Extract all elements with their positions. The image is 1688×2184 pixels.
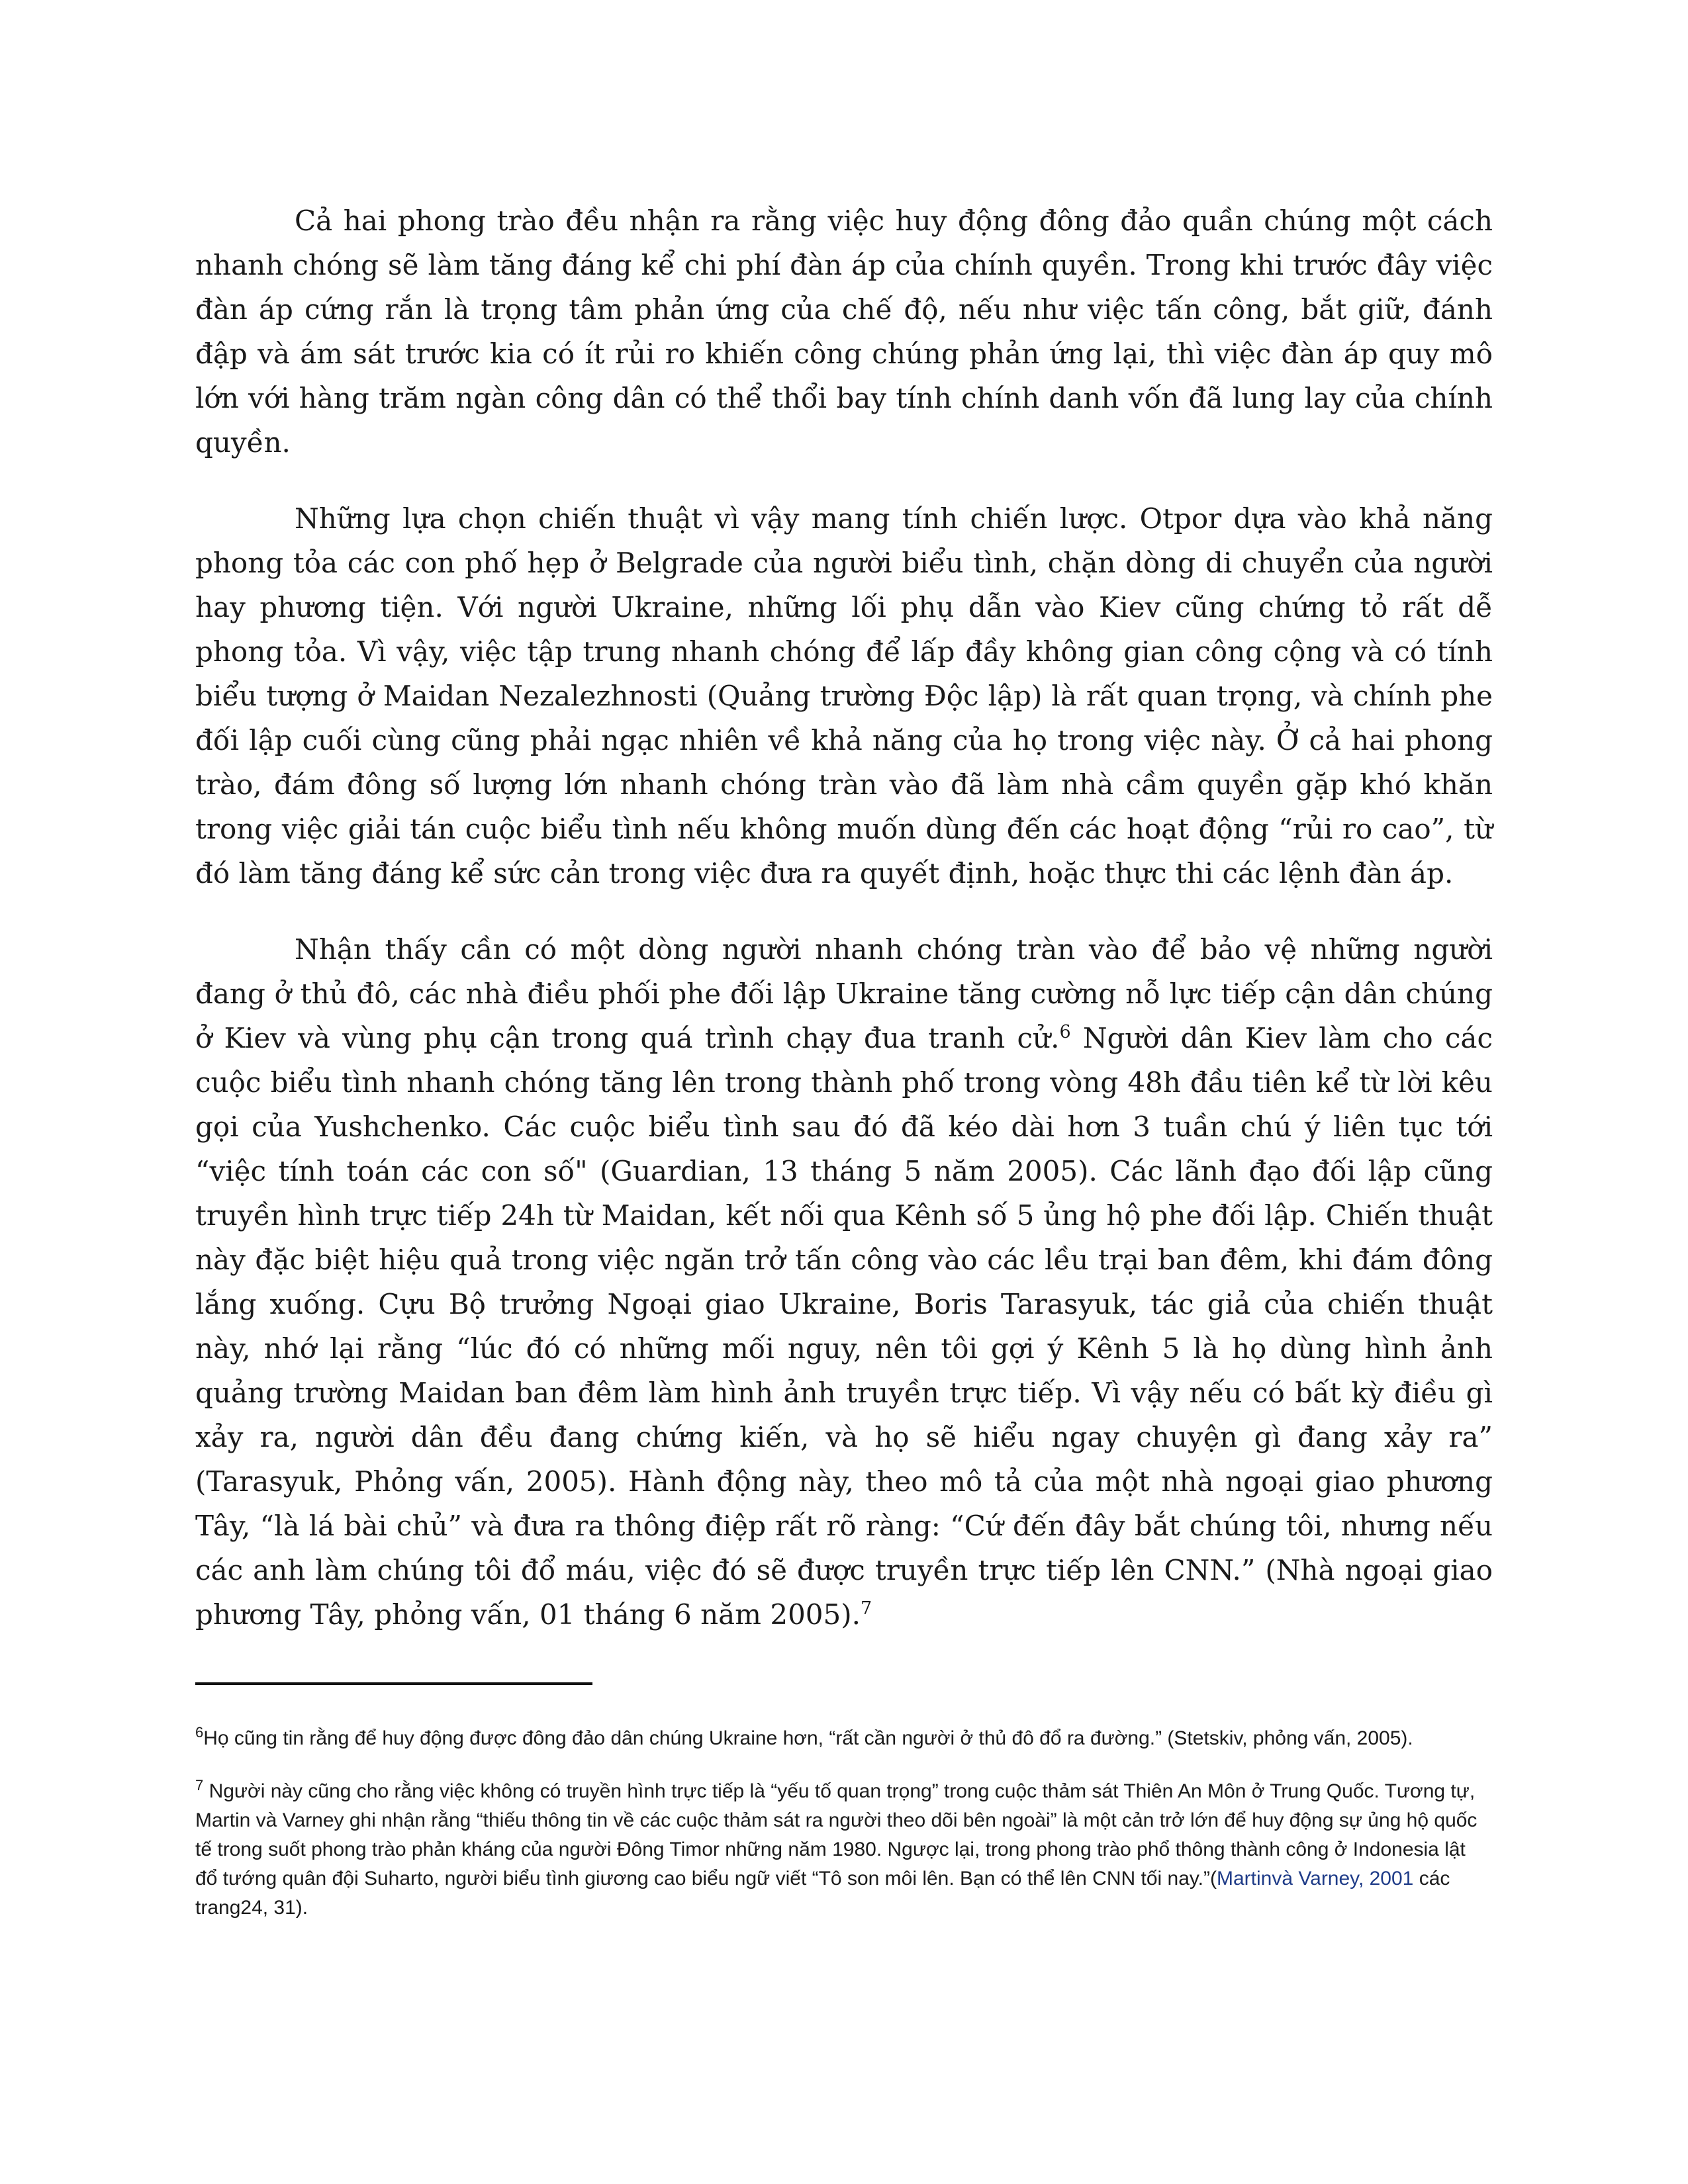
footnote-6-marker: 6 (195, 1724, 204, 1741)
footnotes (195, 1724, 1493, 1923)
body-paragraph-2: Những lựa chọn chiến thuật vì vậy mang tính chiến lược. Otpor dựa vào khả năng phong tỏa các con phố hẹp ở Belgrade của người biểu tình, chặn dòng di chuyển của người hay phương tiện. Với người Ukraine, những lối phụ dẫn vào Kiev cũng chứng tỏ rất dễ phong tỏa. Vì vậy, việc tập trung nhanh chóng để lấp đầy không gian công cộng và có tính biểu tượng ở Maidan Nezalezhnosti (Quảng trường Độc lập) là rất quan trọng, và chính phe đối lập cuối cùng cũng phải ngạc nhiên về khả năng của họ trong việc này. Ở cả hai phong trào, đám đông số lượng lớn nhanh chóng tràn vào đã làm nhà cầm quyền gặp khó khăn trong việc giải tán cuộc biểu tình nếu không muốn dùng đến các hoạt động “rủi ro cao”, từ đó làm tăng đáng kể sức cản trong việc đưa ra quyết định, hoặc thực thi các lệnh đàn áp. (195, 502, 1493, 889)
paragraph-3-text-start: Nhận thấy cần có một dòng người nhanh chóng tràn vào để bảo vệ những người đang ở thủ đô, các nhà điều phối phe đối lập Ukraine tăng cường nỗ lực tiếp cận dân chúng ở Kiev và vùng phụ cận trong quá trình chạy đua tranh cử. (195, 933, 1493, 1054)
footnote-6 (195, 1724, 1493, 1753)
footnote-ref-7[interactable]: 7 (861, 1598, 872, 1619)
footnote-7-marker: 7 (195, 1777, 204, 1794)
body-paragraph-3 (195, 927, 1493, 1637)
footnote-6-text: Họ cũng tin rằng để huy động được đông đảo dân chúng Ukraine hơn, “rất cần người ở thủ đô đổ ra đường.” (Stetskiv, phỏng vấn, 2005). (203, 1727, 1413, 1749)
paragraph-3-text-end: Người dân Kiev làm cho các cuộc biểu tình nhanh chóng tăng lên trong thành phố trong vòng 48h đầu tiên kể từ lời kêu gọi của Yushchenko. Các cuộc biểu tình sau đó đã kéo dài hơn 3 tuần chú ý liên tục tới “việc tính toán các con số" (Guardian, 13 tháng 5 năm 2005). Các lãnh đạo đối lập cũng truyền hình trực tiếp 24h từ Maidan, kết nối qua Kênh số 5 ủng hộ phe đối lập. Chiến thuật này đặc biệt hiệu quả trong việc ngăn trở tấn công vào các lều trại ban đêm, khi đám đông lắng xuống. Cựu Bộ trưởng Ngoại giao Ukraine, Boris Tarasyuk, tác giả của chiến thuật này, nhớ lại rằng “lúc đó có những mối nguy, nên tôi gợi ý Kênh 5 là họ dùng hình ảnh quảng trường Maidan ban đêm làm hình ảnh truyền trực tiếp. Vì vậy nếu có bất kỳ điều gì xảy ra, người dân đều đang chứng kiến, và họ sẽ hiểu ngay chuyện gì đang xảy ra” (Tarasyuk, Phỏng vấn, 2005). Hành động này, theo mô tả của một nhà ngoại giao phương Tây, “là lá bài chủ” và đưa ra thông điệp rất rõ ràng: “Cứ đến đây bắt chúng tôi, nhưng nếu các anh làm chúng tôi đổ máu, việc đó sẽ được truyền trực tiếp lên CNN.” (Nhà ngoại giao phương Tây, phỏng vấn, 01 tháng 6 năm 2005). (195, 1022, 1493, 1631)
footnote-7-tail: các trang24, 31). (195, 1868, 1450, 1919)
citation-link[interactable]: Martinvà Varney, 2001 (1216, 1868, 1414, 1889)
document-body (195, 199, 1493, 1637)
footnote-7 (195, 1777, 1493, 1923)
footnote-ref-6[interactable]: 6 (1059, 1022, 1071, 1042)
footnote-separator (195, 1682, 592, 1685)
footnote-7-text: Người này cũng cho rằng việc không có truyền hình trực tiếp là “yếu tố quan trọng” trong cuộc thảm sát Thiên An Môn ở Trung Quốc. Tương tự, Martin và Varney ghi nhận rằng “thiếu thông tin về các cuộc thảm sát ra người theo dõi bên ngoài” là một cản trở lớn để huy động sự ủng hộ quốc tế trong suốt phong trào phản kháng của người Đông Timor những năm 1980. Ngược lại, trong phong trào phổ thông thành công ở Indonesia lật đổ tướng quân đội Suharto, người biểu tình giương cao biểu ngữ viết “Tô son môi lên. Bạn có thể lên CNN tối nay.”( (195, 1780, 1477, 1889)
body-paragraph-1: Cả hai phong trào đều nhận ra rằng việc huy động đông đảo quần chúng một cách nhanh chóng sẽ làm tăng đáng kể chi phí đàn áp của chính quyền. Trong khi trước đây việc đàn áp cứng rắn là trọng tâm phản ứng của chế độ, nếu như việc tấn công, bắt giữ, đánh đập và ám sát trước kia có ít rủi ro khiến công chúng phản ứng lại, thì việc đàn áp quy mô lớn với hàng trăm ngàn công dân có thể thổi bay tính chính danh vốn đã lung lay của chính quyền. (195, 205, 1493, 459)
